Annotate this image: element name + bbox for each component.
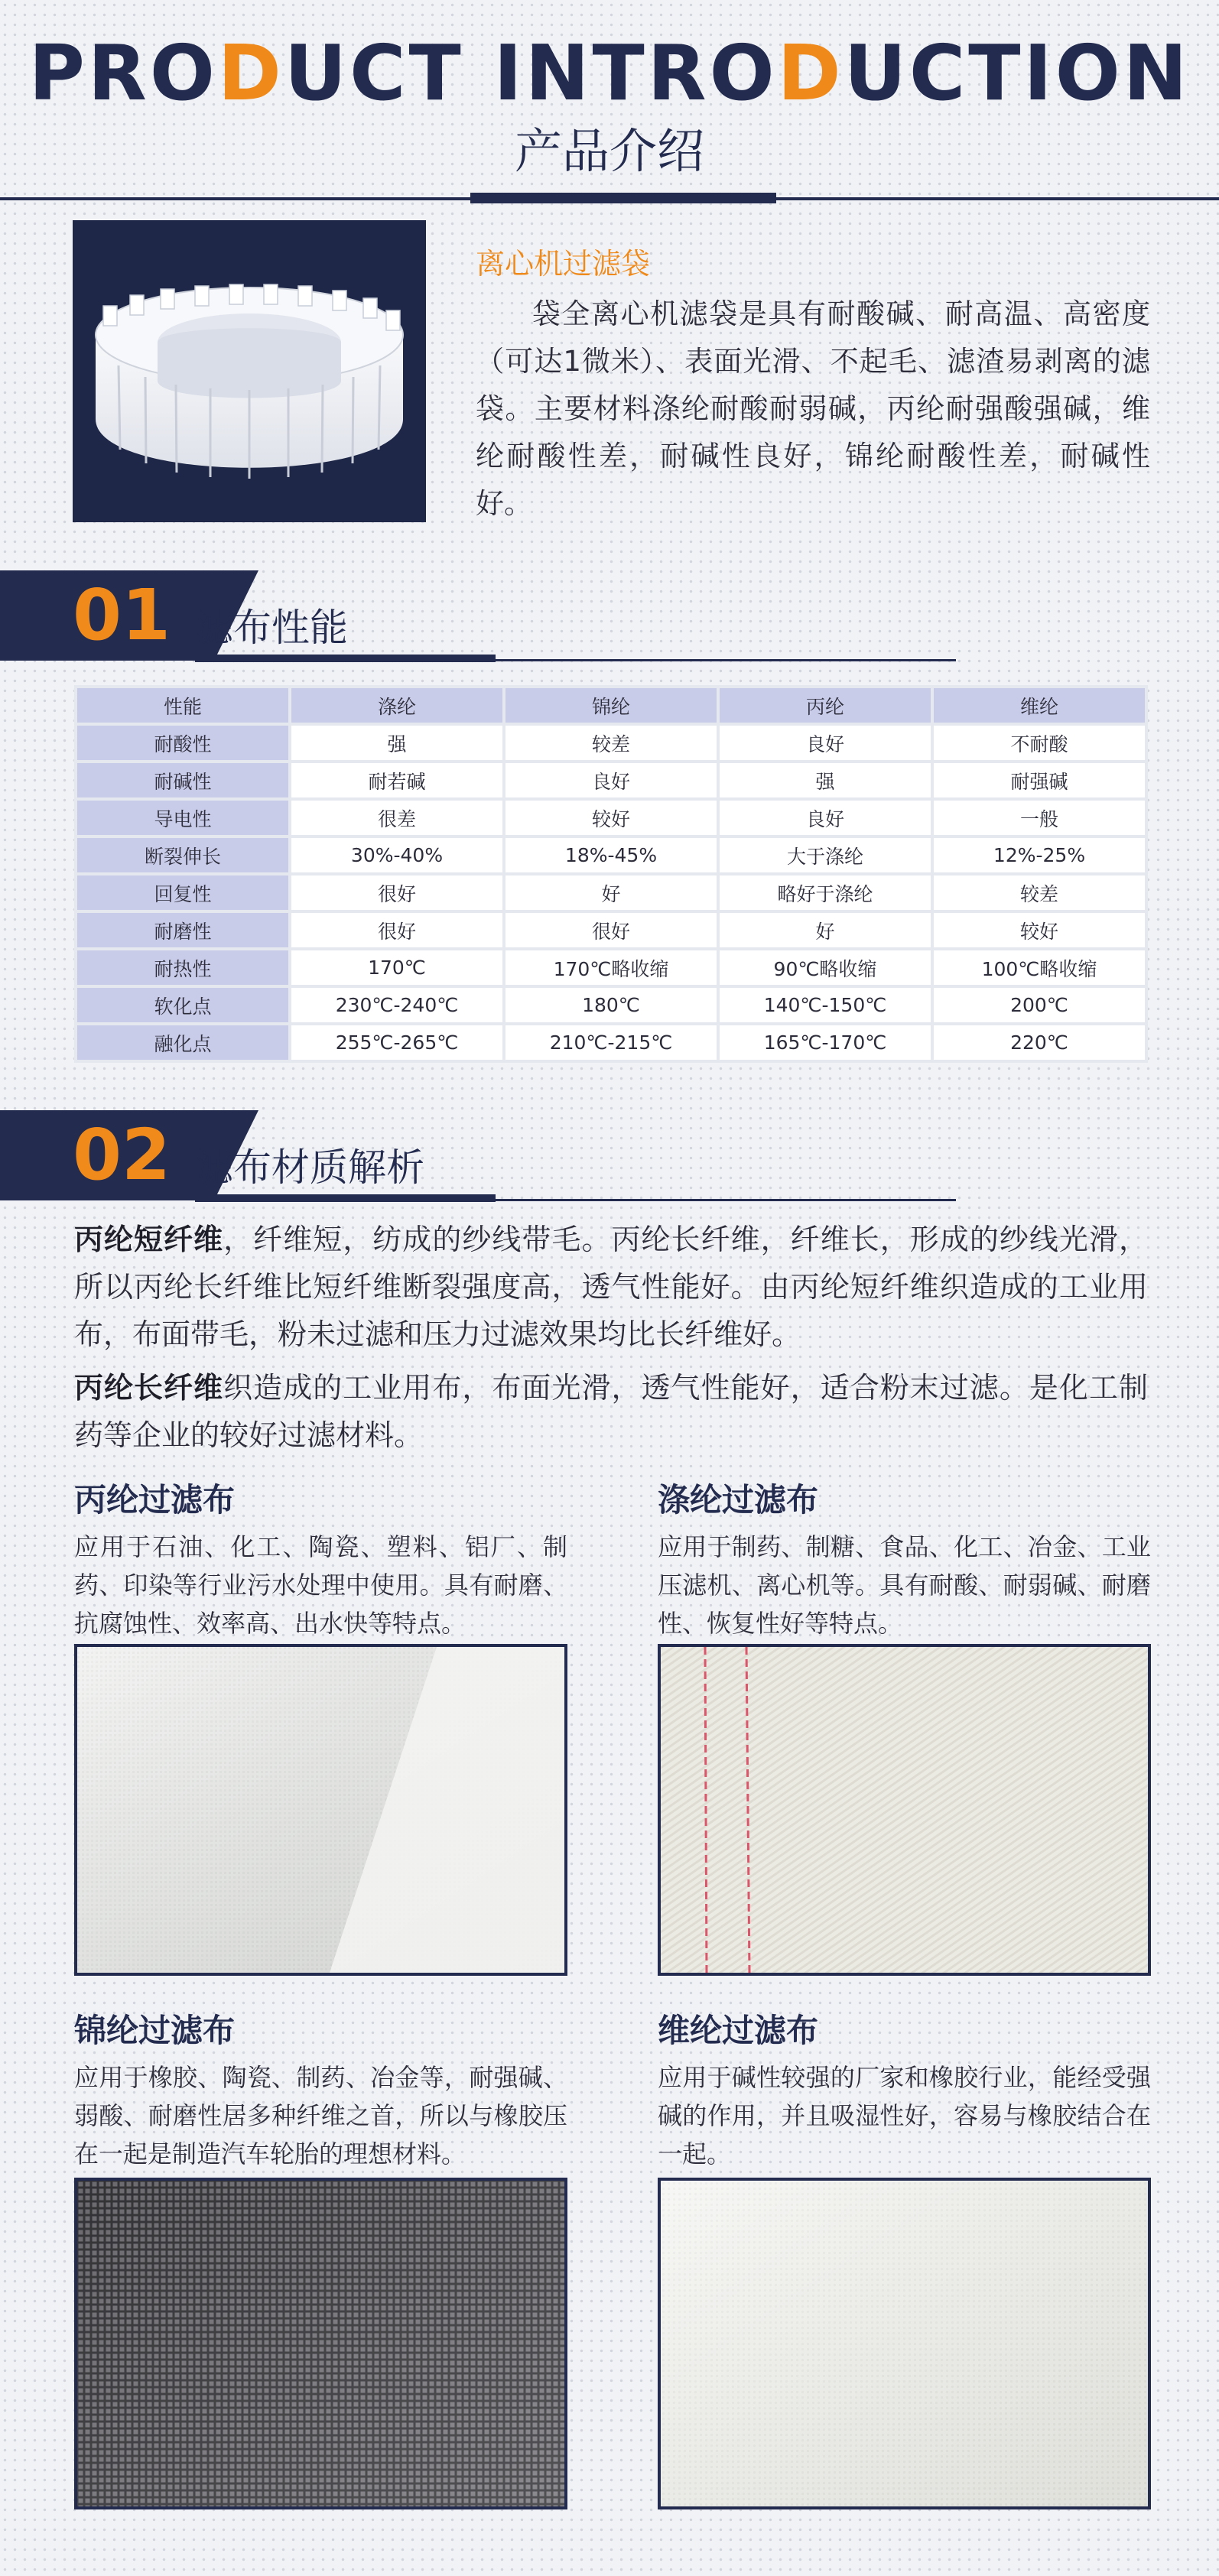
row-label: 断裂伸长 (76, 836, 290, 874)
pp-filter-cloth-photo (74, 1644, 567, 1976)
section-02-number: 02 (73, 1114, 171, 1196)
page-banner-title (0, 28, 1219, 119)
section-01-number: 01 (73, 574, 171, 656)
table-row (76, 874, 1146, 911)
nylon-filter-cloth-photo (74, 2178, 567, 2509)
header-divider-tab (470, 193, 776, 203)
polyester-filter-cloth-photo (658, 1644, 1151, 1976)
table-cell: 良好 (718, 799, 932, 836)
table-row (76, 799, 1146, 836)
table-row (76, 1024, 1146, 1061)
table-row (76, 724, 1146, 762)
table-cell: 30%-40% (290, 836, 504, 874)
polyester-filter-cloth-desc: 应用于制药、制糖、食品、化工、冶金、工业压滤机、离心机等。具有耐酸、耐弱碱、耐磨性、恢复性好等特点。 (658, 1532, 1151, 1638)
row-label: 耐酸性 (76, 724, 290, 762)
polyester-filter-cloth-title: 涤纶过滤布 (658, 1481, 819, 1519)
analysis-paragraph-1 (74, 1216, 1148, 1358)
table-cell: 170℃ (290, 949, 504, 986)
table-cell: 好 (504, 874, 718, 911)
table-row (76, 911, 1146, 949)
vinylon-filter-cloth-desc: 应用于碱性较强的厂家和橡胶行业，能经受强碱的作用，并且吸湿性好，容易与橡胶结合在一起。 (658, 2063, 1151, 2168)
table-cell: 强 (718, 762, 932, 799)
pp-filter-cloth-desc: 应用于石油、化工、陶瓷、塑料、铝厂、制药、印染等行业污水处理中使用。具有耐磨、抗腐蚀性、效率高、出水快等特点。 (74, 1532, 567, 1638)
table-header-cell: 维纶 (932, 687, 1146, 724)
para-1-text: ，纤维短，纺成的纱线带毛。丙纶长纤维，纤维长，形成的纱线光滑，所以丙纶长纤维比短纤维断裂强度高，透气性能好。由丙纶短纤维织造成的工业用布，布面带毛，粉未过滤和压力过滤效果均比长纤维好。 (74, 1223, 1148, 1351)
table-cell: 220℃ (932, 1024, 1146, 1061)
para-2-keyword: 丙纶长纤维 (74, 1371, 224, 1405)
table-cell: 较好 (932, 911, 1146, 949)
section-01-underline (195, 659, 956, 661)
table-header-cell: 性能 (76, 687, 290, 724)
table-cell: 强 (290, 724, 504, 762)
centrifuge-filter-bag-photo (73, 220, 426, 522)
para-2-text: 织造成的工业用布，布面光滑，透气性能好，适合粉末过滤。是化工制药等企业的较好过滤材料。 (74, 1371, 1148, 1452)
row-label: 导电性 (76, 799, 290, 836)
section-02-underline (195, 1199, 956, 1201)
table-cell: 很好 (504, 911, 718, 949)
section-02-title: 滤布材质解析 (195, 1145, 424, 1190)
intro-heading: 离心机过滤袋 (476, 247, 651, 281)
table-header-cell: 涤纶 (290, 687, 504, 724)
table-cell: 不耐酸 (932, 724, 1146, 762)
table-cell: 略好于涤纶 (718, 874, 932, 911)
table-cell: 90℃略收缩 (718, 949, 932, 986)
table-cell: 很差 (290, 799, 504, 836)
vinylon-filter-cloth-title: 维纶过滤布 (658, 2012, 819, 2049)
table-cell: 210℃-215℃ (504, 1024, 718, 1061)
table-cell: 良好 (718, 724, 932, 762)
table-cell: 170℃略收缩 (504, 949, 718, 986)
table-cell: 较差 (932, 874, 1146, 911)
table-cell: 一般 (932, 799, 1146, 836)
table-cell: 180℃ (504, 986, 718, 1024)
table-cell: 大于涤纶 (718, 836, 932, 874)
table-header-cell: 锦纶 (504, 687, 718, 724)
table-cell: 255℃-265℃ (290, 1024, 504, 1061)
nylon-filter-cloth-desc: 应用于橡胶、陶瓷、制药、冶金等，耐强碱、弱酸、耐磨性居多种纤维之首，所以与橡胶压在一起是制造汽车轮胎的理想材料。 (74, 2063, 567, 2168)
table-cell: 很好 (290, 874, 504, 911)
table-header-cell: 丙纶 (718, 687, 932, 724)
table-cell: 耐强碱 (932, 762, 1146, 799)
page-subtitle: 产品介绍 (514, 123, 704, 179)
table-cell: 165℃-170℃ (718, 1024, 932, 1061)
row-label: 回复性 (76, 874, 290, 911)
banner-title-accent-letter: D (777, 28, 844, 118)
row-label: 耐磨性 (76, 911, 290, 949)
banner-title-part: UCTION (844, 28, 1191, 118)
banner-title-part: PRO (28, 28, 218, 118)
vinylon-filter-cloth-photo (658, 2178, 1151, 2509)
row-label: 耐热性 (76, 949, 290, 986)
table-row (76, 949, 1146, 986)
pp-filter-cloth-title: 丙纶过滤布 (74, 1481, 236, 1519)
para-1-keyword: 丙纶短纤维 (74, 1223, 224, 1256)
intro-paragraph: 袋全离心机滤袋是具有耐酸碱、耐高温、高密度（可达1微米）、表面光滑、不起毛、滤渣易剥离的滤袋。主要材料涤纶耐酸耐弱碱，丙纶耐强酸强碱，维纶耐酸性差，耐碱性良好，锦纶耐酸性差，耐碱性好。 (476, 297, 1150, 520)
table-cell: 较差 (504, 724, 718, 762)
table-cell: 100℃略收缩 (932, 949, 1146, 986)
table-row (76, 986, 1146, 1024)
row-label: 耐碱性 (76, 762, 290, 799)
fabric-performance-table (74, 685, 1148, 1063)
table-row (76, 762, 1146, 799)
analysis-paragraph-2 (74, 1364, 1148, 1459)
table-cell: 好 (718, 911, 932, 949)
table-header-row (76, 687, 1146, 724)
row-label: 融化点 (76, 1024, 290, 1061)
section-01-title: 滤布性能 (195, 606, 348, 650)
banner-title-accent-letter: D (217, 28, 284, 118)
table-cell: 140℃-150℃ (718, 986, 932, 1024)
table-cell: 耐若碱 (290, 762, 504, 799)
table-cell: 230℃-240℃ (290, 986, 504, 1024)
table-cell: 较好 (504, 799, 718, 836)
table-cell: 良好 (504, 762, 718, 799)
table-cell: 200℃ (932, 986, 1146, 1024)
nylon-filter-cloth-title: 锦纶过滤布 (74, 2012, 236, 2049)
table-cell: 很好 (290, 911, 504, 949)
table-row (76, 836, 1146, 874)
table-cell: 18%-45% (504, 836, 718, 874)
table-cell: 12%-25% (932, 836, 1146, 874)
row-label: 软化点 (76, 986, 290, 1024)
banner-title-part: UCT INTRO (284, 28, 778, 118)
